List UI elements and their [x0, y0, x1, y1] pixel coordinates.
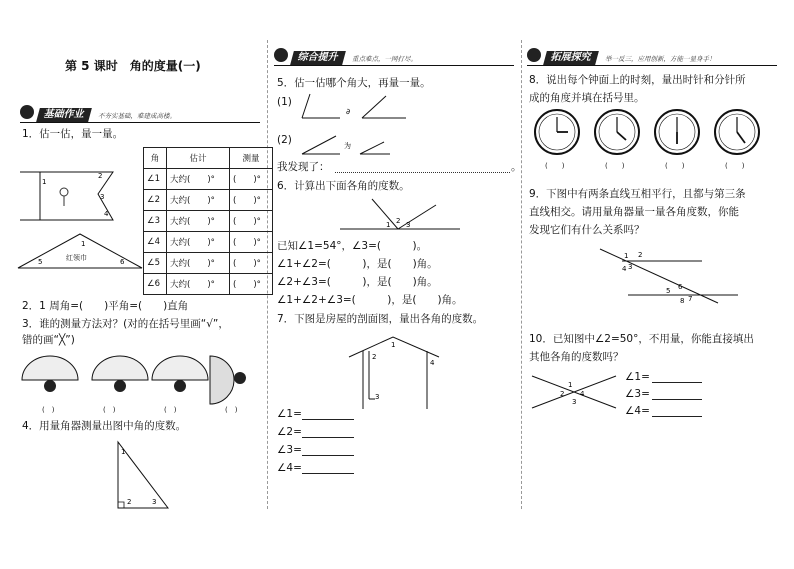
- table-row: ∠4 大约( )° ( )°: [144, 232, 273, 253]
- clock-icon: [595, 110, 639, 154]
- q6-line-3: ∠2+∠3=( )，是( )角。: [277, 276, 438, 288]
- q6-text: 6．计算出下面各角的度数。: [277, 180, 410, 192]
- q10-answer-3: ∠3=: [625, 388, 650, 400]
- section-banner-basic: [20, 107, 260, 123]
- svg-text:3: 3: [152, 498, 157, 506]
- svg-text:4: 4: [104, 210, 109, 218]
- table-row: ∠5 大约( )° ( )°: [144, 253, 273, 274]
- column-divider-right: [521, 40, 522, 509]
- q10-intersecting-lines-figure: [530, 372, 620, 412]
- q1-figure-zigzag: [18, 168, 118, 228]
- q5-answer-line[interactable]: [335, 172, 510, 173]
- q5-text: 5．估一估哪个角大，再量一量。: [277, 77, 431, 89]
- table-row: ∠2 大约( )° ( )°: [144, 190, 273, 211]
- svg-text:4: 4: [430, 359, 435, 367]
- q1-text: 1．估一估，量一量。: [22, 128, 124, 140]
- svg-text:为: 为: [344, 142, 351, 150]
- svg-text:1: 1: [42, 178, 47, 186]
- q7-answer-line[interactable]: [302, 437, 354, 438]
- q9-line-1: 9．下图中有两条直线互相平行，且都与第三条: [529, 188, 746, 200]
- table-header: 估计: [167, 148, 230, 169]
- q7-answer-line[interactable]: [302, 455, 354, 456]
- q5-found: 我发现了：: [277, 161, 330, 173]
- q4-text: 4．用量角器测量出图中角的度数。: [22, 420, 187, 432]
- q6-line-1: 已知∠1=54°，∠3=( )。: [277, 240, 428, 252]
- q9-line-3: 发现它们有什么关系吗？: [529, 224, 645, 236]
- q3-text-2: 错的画“╳”): [22, 334, 75, 346]
- section-note: 不夯实基础，难建成高楼。: [98, 111, 176, 120]
- clock-icon: [715, 110, 759, 154]
- q9-line-2: 直线相交。请用量角器量一量各角度数，你能: [529, 206, 739, 218]
- section-label: 综合提升: [290, 51, 346, 65]
- q8-text: 8．说出每个钟面上的时刻，量出时针和分针所: [529, 74, 746, 86]
- q10-answer-1: ∠1=: [625, 371, 650, 383]
- q10-answer-line[interactable]: [652, 416, 702, 417]
- q10-answer-line[interactable]: [652, 399, 702, 400]
- svg-text:3: 3: [406, 221, 411, 229]
- q7-text: 7．下图是房屋的剖面图，量出各角的度数。: [277, 313, 484, 325]
- svg-text:1: 1: [391, 341, 396, 349]
- q3-blank[interactable]: ( ): [225, 406, 238, 414]
- q10-answer-line[interactable]: [652, 382, 702, 383]
- svg-text:1: 1: [386, 221, 391, 229]
- section-note: 举一反三，应用创新，方能一显身手！: [605, 54, 716, 63]
- q9-parallel-lines-figure: [598, 245, 748, 305]
- page-title: 第 5 课时 角的度量(一): [65, 59, 201, 73]
- svg-text:7: 7: [688, 295, 693, 303]
- q3-protractor-images: [20, 354, 260, 394]
- svg-text:3: 3: [628, 263, 633, 271]
- svg-text:3: 3: [572, 398, 577, 406]
- mascot-icon: [274, 48, 288, 62]
- svg-text:1: 1: [121, 448, 126, 456]
- q8-blank[interactable]: ( ): [545, 162, 565, 170]
- svg-text:4: 4: [580, 390, 585, 398]
- q8-blank[interactable]: ( ): [665, 162, 685, 170]
- mascot-icon: [20, 105, 34, 119]
- q7-house-figure: [345, 333, 445, 413]
- q3-blank[interactable]: ( ): [164, 406, 177, 414]
- section-note: 重点难点，一网打尽。: [352, 54, 417, 63]
- table-row: ∠1 大约( )° ( )°: [144, 169, 273, 190]
- svg-text:4: 4: [622, 265, 627, 273]
- svg-text:2: 2: [638, 251, 643, 259]
- clock-icon: [655, 110, 699, 154]
- svg-text:8: 8: [680, 297, 685, 305]
- svg-text:6: 6: [120, 258, 125, 266]
- q10-line-1: 10．已知图中∠2=50°，不用量，你能直接填出: [529, 333, 754, 345]
- q5-item-2: (2): [277, 134, 292, 146]
- clock-icon: [535, 110, 579, 154]
- q10-answer-4: ∠4=: [625, 405, 650, 417]
- q6-line-4: ∠1+∠2+∠3=( )，是( )角。: [277, 294, 463, 306]
- q8-blank[interactable]: ( ): [725, 162, 745, 170]
- svg-text:2: 2: [396, 217, 401, 225]
- q8-blank[interactable]: ( ): [605, 162, 625, 170]
- q5-angles-1: [300, 92, 420, 122]
- scarf-label: 红领巾: [66, 254, 87, 262]
- q1-estimate-table: [143, 147, 273, 295]
- q7-answer-1: ∠1=: [277, 408, 302, 420]
- q7-answer-line[interactable]: [302, 419, 354, 420]
- section-label: 基础作业: [36, 108, 92, 122]
- svg-text:2: 2: [127, 498, 132, 506]
- section-banner-explore: [527, 50, 777, 66]
- q10-line-2: 其他各角的度数吗？: [529, 351, 624, 363]
- svg-text:5: 5: [38, 258, 43, 266]
- q3-text: 3．谁的测量方法对？(对的在括号里画“√”，: [22, 318, 229, 330]
- svg-text:1: 1: [81, 240, 86, 248]
- svg-text:6: 6: [678, 283, 683, 291]
- section-banner-advanced: [274, 50, 514, 66]
- q7-answer-3: ∠3=: [277, 444, 302, 456]
- svg-text:5: 5: [666, 287, 671, 295]
- table-row: ∠6 大约( )° ( )°: [144, 274, 273, 295]
- svg-text:2: 2: [98, 172, 103, 180]
- svg-text:1: 1: [624, 252, 629, 260]
- svg-text:1: 1: [568, 381, 573, 389]
- q6-figure: [340, 197, 460, 233]
- q7-answer-line[interactable]: [302, 473, 354, 474]
- q6-line-2: ∠1+∠2=( )，是( )角。: [277, 258, 438, 270]
- q5-item-1: (1): [277, 96, 292, 108]
- section-label: 拓展探究: [543, 51, 599, 65]
- q5-end: 。: [511, 161, 522, 173]
- q8-clocks: [533, 108, 783, 156]
- table-header: 测量: [230, 148, 273, 169]
- q2-text: 2．1 周角=( )平角=( )直角: [22, 300, 189, 312]
- mascot-icon: [527, 48, 541, 62]
- q4-triangle: [112, 440, 172, 512]
- svg-text:2: 2: [372, 353, 377, 361]
- q8-text-2: 成的角度并填在括号里。: [529, 92, 645, 104]
- svg-text:3: 3: [375, 393, 380, 401]
- svg-text:3: 3: [100, 193, 105, 201]
- q7-answer-4: ∠4=: [277, 462, 302, 474]
- q3-blank[interactable]: ( ): [42, 406, 55, 414]
- table-row: ∠3 大约( )° ( )°: [144, 211, 273, 232]
- table-header: 角: [144, 148, 167, 169]
- q7-answer-2: ∠2=: [277, 426, 302, 438]
- svg-text:2: 2: [560, 390, 565, 398]
- svg-text:∂: ∂: [346, 107, 351, 116]
- q3-blank[interactable]: ( ): [103, 406, 116, 414]
- q5-angles-2: [300, 128, 400, 158]
